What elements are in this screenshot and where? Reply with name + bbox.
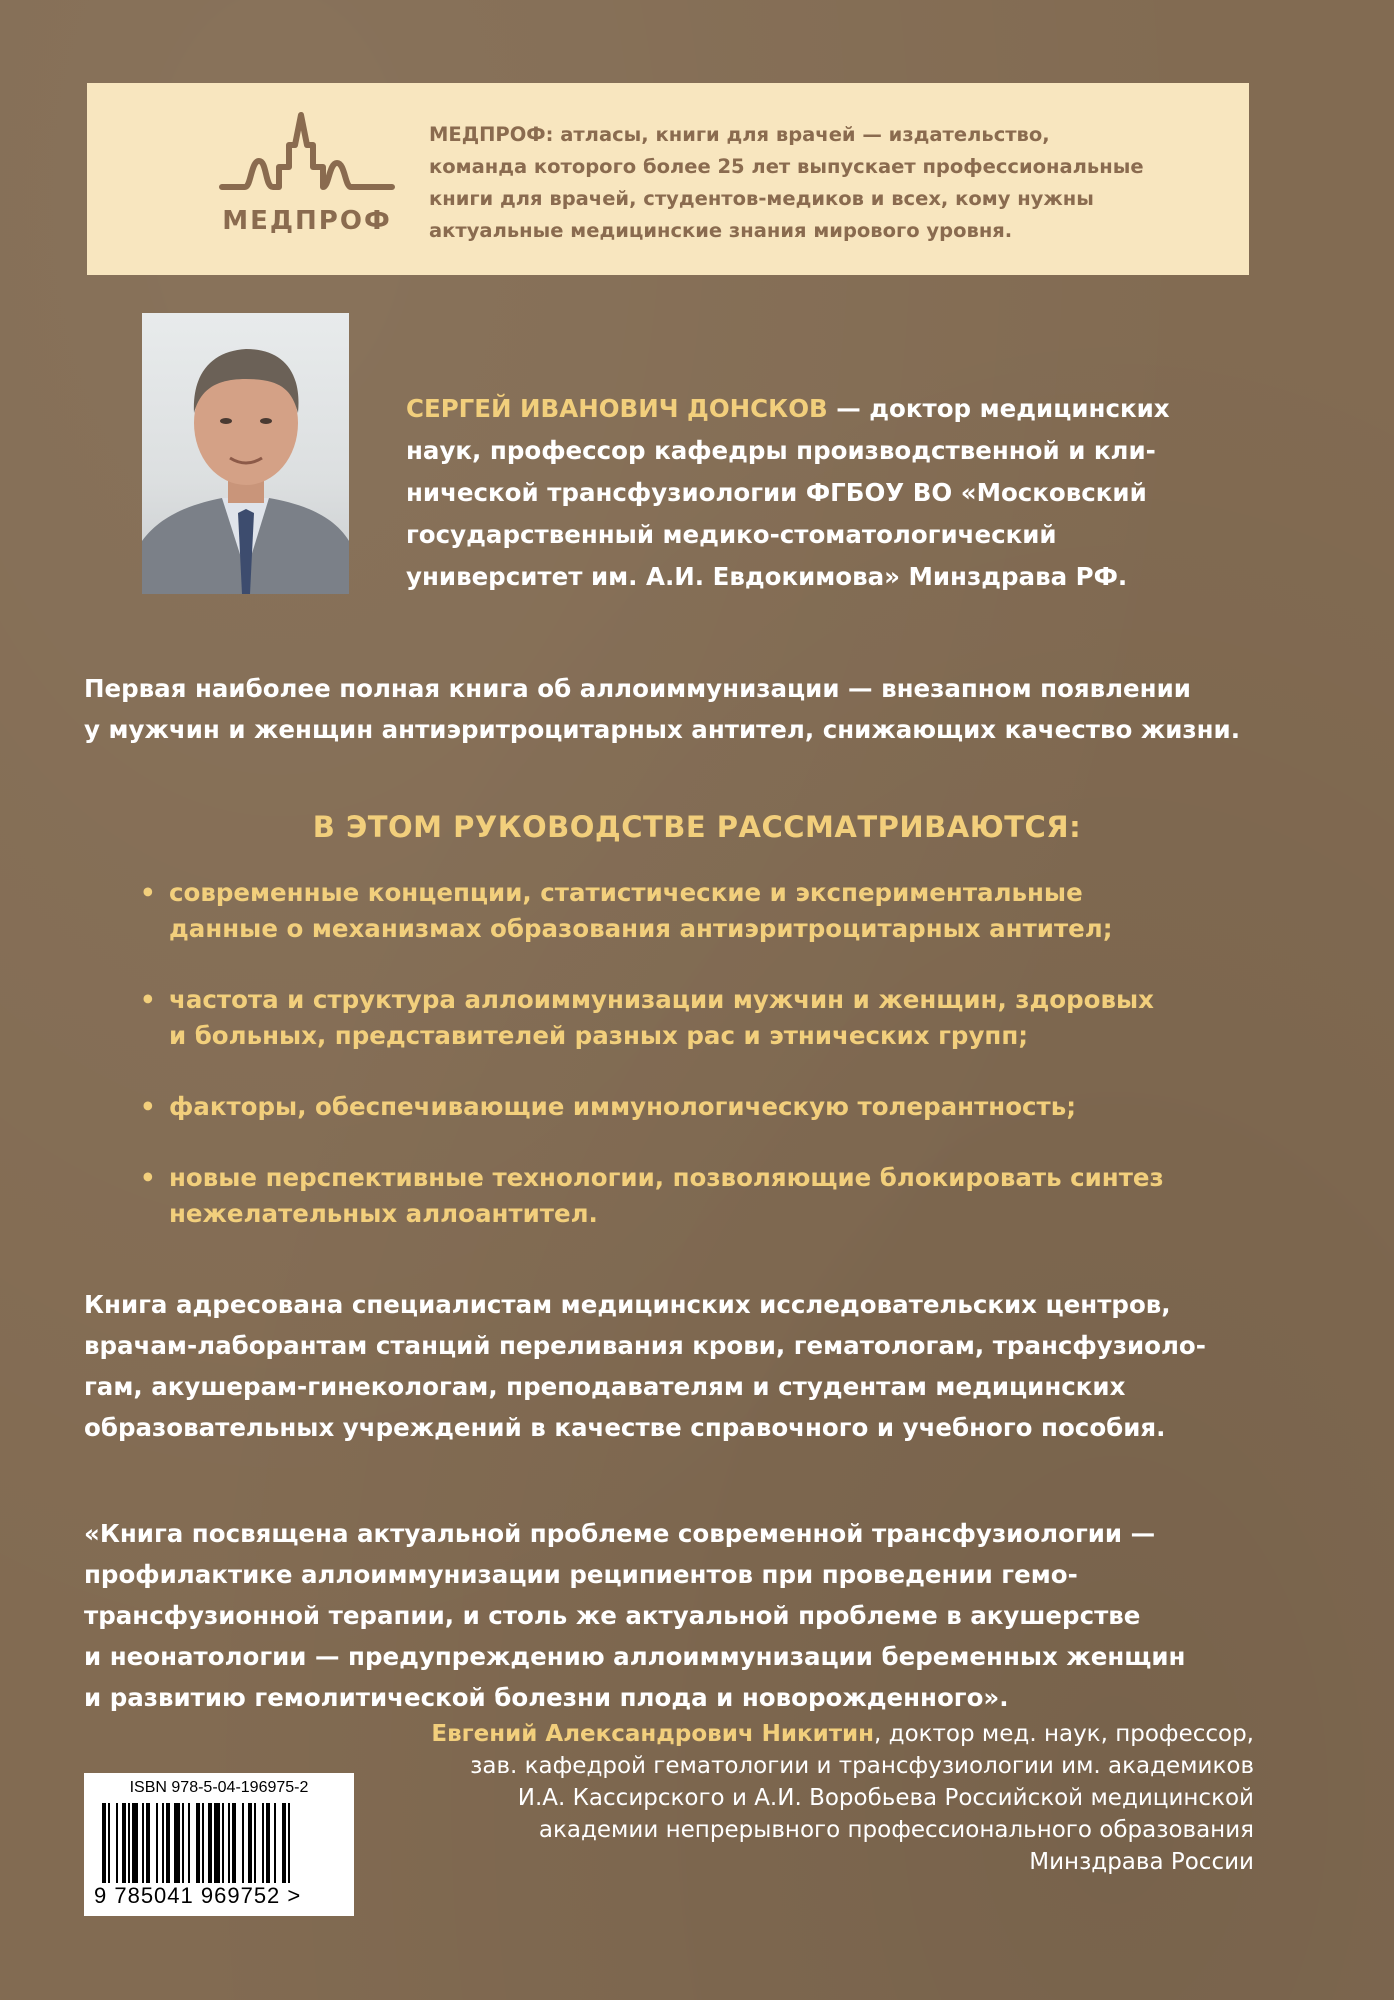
section-title: В ЭТОМ РУКОВОДСТВЕ РАССМАТРИВАЮТСЯ: xyxy=(312,810,1082,844)
quote-line: трансфузионной терапии, и столь же актуальной проблеме в акушерстве xyxy=(84,1601,1141,1630)
reviewer-line: академии непрерывного профессионального образования xyxy=(538,1817,1254,1843)
quote-line: и развитию гемолитической болезни плода и новорожденного». xyxy=(84,1683,1009,1712)
list-item xyxy=(140,875,1280,947)
bullet-icon: • xyxy=(140,878,156,907)
bio-line: наук, профессор кафедры производственной и кли- xyxy=(406,436,1156,465)
bullet-icon: • xyxy=(140,985,156,1014)
audience-paragraph xyxy=(84,1284,1314,1448)
list-item-line: факторы, обеспечивающие иммунологическую толерантность; xyxy=(169,1092,1077,1121)
quote-line: «Книга посвящена актуальной проблеме современной трансфузиологии — xyxy=(84,1519,1156,1548)
audience-line: врачам-лаборантам станций переливания крови, гематологам, трансфузиоло- xyxy=(84,1331,1206,1360)
isbn-barcode xyxy=(84,1773,354,1916)
audience-line: Книга адресована специалистам медицинских исследовательских центров, xyxy=(84,1290,1171,1319)
list-item xyxy=(140,1160,1280,1232)
bullet-icon: • xyxy=(140,1092,156,1121)
review-quote xyxy=(84,1513,1314,1718)
barcode-icon xyxy=(102,1803,338,1883)
bio-line-rest: — доктор медицинских xyxy=(827,394,1170,423)
reviewer-line: зав. кафедрой гематологии и трансфузиологии им. академиков xyxy=(470,1753,1254,1779)
list-item xyxy=(140,1089,1280,1125)
publisher-logo xyxy=(217,105,397,255)
reviewer-line-rest: , доктор мед. наук, профессор, xyxy=(874,1721,1254,1747)
reviewer-line: Минздрава России xyxy=(1029,1849,1254,1875)
reviewer-name: Евгений Александрович Никитин xyxy=(431,1721,875,1747)
list-item-line: данные о механизмах образования антиэритроцитарных антител; xyxy=(169,914,1113,943)
list-item-line: частота и структура аллоиммунизации мужчин и женщин, здоровых xyxy=(169,985,1154,1014)
reviewer-credits xyxy=(354,1718,1254,1878)
author-portrait-icon xyxy=(142,313,349,594)
topics-list xyxy=(140,875,1280,1267)
list-item-line: современные концепции, статистические и экспериментальные xyxy=(169,878,1083,907)
list-item-line: и больных, представителей разных рас и этнических групп; xyxy=(169,1021,1029,1050)
skyline-logo-icon xyxy=(217,105,397,205)
isbn-text: ISBN 978-5-04-196975-2 xyxy=(129,1779,309,1796)
intro-line: Первая наиболее полная книга об аллоиммунизации — внезапном появлении xyxy=(84,674,1191,703)
bio-line: нической трансфузиологии ФГБОУ ВО «Московский xyxy=(406,478,1147,507)
audience-line: гам, акушерам-гинекологам, преподавателям и студентам медицинских xyxy=(84,1372,1126,1401)
publisher-description xyxy=(429,119,1229,247)
description-line: команда которого более 25 лет выпускает профессиональные xyxy=(429,155,1144,178)
list-item-line: новые перспективные технологии, позволяющие блокировать синтез xyxy=(169,1163,1164,1192)
author-name: СЕРГЕЙ ИВАНОВИЧ ДОНСКОВ xyxy=(406,394,828,423)
list-item xyxy=(140,982,1280,1054)
bio-line xyxy=(406,388,1256,430)
bio-line: государственный медико-стоматологический xyxy=(406,520,1057,549)
intro-line: у мужчин и женщин антиэритроцитарных антител, снижающих качество жизни. xyxy=(84,715,1241,744)
bio-line: университет им. А.И. Евдокимова» Минздрава РФ. xyxy=(406,562,1128,591)
description-line: актуальные медицинские знания мирового уровня. xyxy=(429,219,1013,242)
intro-paragraph xyxy=(84,668,1314,750)
list-item-line: нежелательных аллоантител. xyxy=(169,1199,598,1228)
audience-line: образовательных учреждений в качестве справочного и учебного пособия. xyxy=(84,1413,1166,1442)
reviewer-line: И.А. Кассирского и А.И. Воробьева Российской медицинской xyxy=(517,1785,1254,1811)
description-line: МЕДПРОФ: атласы, книги для врачей — издательство, xyxy=(429,123,1050,146)
quote-line: и неонатологии — предупреждению аллоиммунизации беременных женщин xyxy=(84,1642,1186,1671)
reviewer-line xyxy=(354,1718,1254,1750)
author-photo xyxy=(142,313,349,594)
description-line: книги для врачей, студентов-медиков и всех, кому нужны xyxy=(429,187,1094,210)
bullet-icon: • xyxy=(140,1163,156,1192)
logo-text: МЕДПРОФ xyxy=(222,206,392,236)
quote-line: профилактике аллоиммунизации реципиентов при проведении гемо- xyxy=(84,1560,1078,1589)
publisher-banner xyxy=(87,83,1249,275)
barcode-digits: 9 785041 969752 > xyxy=(94,1883,302,1908)
author-bio xyxy=(406,388,1256,598)
